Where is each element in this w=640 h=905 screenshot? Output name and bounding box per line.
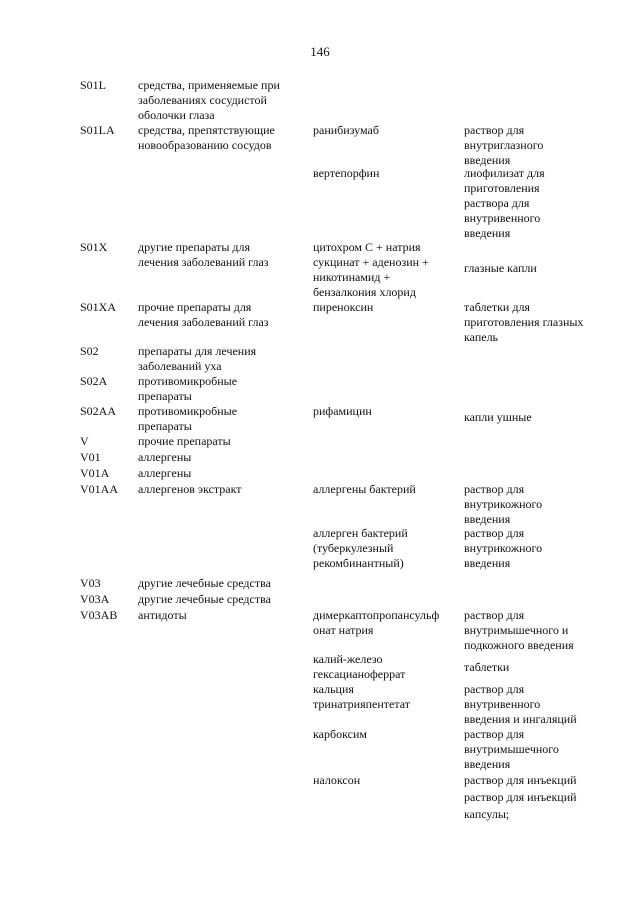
group-description: аллергены xyxy=(138,450,192,464)
atc-code: V03A xyxy=(80,592,110,606)
group-description: аллергены xyxy=(138,466,192,480)
drug-name: ранибизумаб xyxy=(313,123,379,137)
group-description: противомикробные препараты xyxy=(138,374,238,403)
group-description: другие лечебные средства xyxy=(138,576,271,590)
atc-code: V01 xyxy=(80,450,101,464)
drug-name: пиреноксин xyxy=(313,300,374,314)
atc-code: S02AA xyxy=(80,404,117,418)
group-description: прочие препараты для лечения заболеваний глаз xyxy=(138,300,269,329)
group-description: средства, применяемые при заболеваниях сосудистой оболочки глаза xyxy=(138,78,280,122)
atc-code: V03AB xyxy=(80,608,118,622)
atc-code: S02 xyxy=(80,344,99,358)
drug-name: вертепорфин xyxy=(313,166,380,180)
dosage-form: раствор для инъекций xyxy=(464,790,577,804)
drug-name: калий-железо гексацианоферрат xyxy=(313,652,406,681)
atc-code: V03 xyxy=(80,576,101,590)
dosage-form: таблетки xyxy=(464,660,510,674)
dosage-form: лиофилизат для приготовления раствора для внутривенного введения xyxy=(464,166,545,240)
group-description: прочие препараты xyxy=(138,434,231,448)
atc-code: S01L xyxy=(80,78,107,92)
group-description: аллергенов экстракт xyxy=(138,482,242,496)
drug-name: рифамицин xyxy=(313,404,372,418)
atc-code: V xyxy=(80,434,89,448)
dosage-form: раствор для внутриглазного введения xyxy=(464,123,544,167)
atc-code: S01LA xyxy=(80,123,115,137)
group-description: препараты для лечения заболеваний уха xyxy=(138,344,257,373)
drug-name: цитохром С + натрия сукцинат + аденозин + никотинамид + бензалкония хлорид xyxy=(313,240,429,299)
group-description: другие лечебные средства xyxy=(138,592,271,606)
drug-name: налоксон xyxy=(313,773,361,787)
dosage-form: глазные капли xyxy=(464,261,537,275)
dosage-form: капсулы; xyxy=(464,807,510,821)
atc-code: S01X xyxy=(80,240,108,254)
dosage-form: раствор для внутривенного введения и ингаляций xyxy=(464,682,577,726)
group-description: другие препараты для лечения заболеваний глаз xyxy=(138,240,269,269)
atc-code: V01AA xyxy=(80,482,118,496)
group-description: противомикробные препараты xyxy=(138,404,238,433)
drug-name: кальция тринатрияпентетат xyxy=(313,682,410,711)
drug-name: аллерген бактерий (туберкулезный рекомбинантный) xyxy=(313,526,408,570)
group-description: средства, препятствующие новообразованию сосудов xyxy=(138,123,275,152)
drug-name: димеркаптопропансульф онат натрия xyxy=(313,608,440,637)
dosage-form: раствор для внутримышечного и подкожного введения xyxy=(464,608,574,652)
dosage-form: капли ушные xyxy=(464,410,532,424)
page-number: 146 xyxy=(310,44,330,59)
drug-name: аллергены бактерий xyxy=(313,482,416,496)
dosage-form: таблетки для приготовления глазных капель xyxy=(464,300,584,344)
group-description: антидоты xyxy=(138,608,187,622)
drug-name: карбоксим xyxy=(313,727,367,741)
atc-code: V01A xyxy=(80,466,110,480)
atc-code: S01XA xyxy=(80,300,117,314)
dosage-form: раствор для инъекций xyxy=(464,773,577,787)
dosage-form: раствор для внутримышечного введения xyxy=(464,727,559,771)
atc-code: S02A xyxy=(80,374,108,388)
dosage-form: раствор для внутрикожного введения xyxy=(464,482,543,526)
dosage-form: раствор для внутрикожного введения xyxy=(464,526,543,570)
